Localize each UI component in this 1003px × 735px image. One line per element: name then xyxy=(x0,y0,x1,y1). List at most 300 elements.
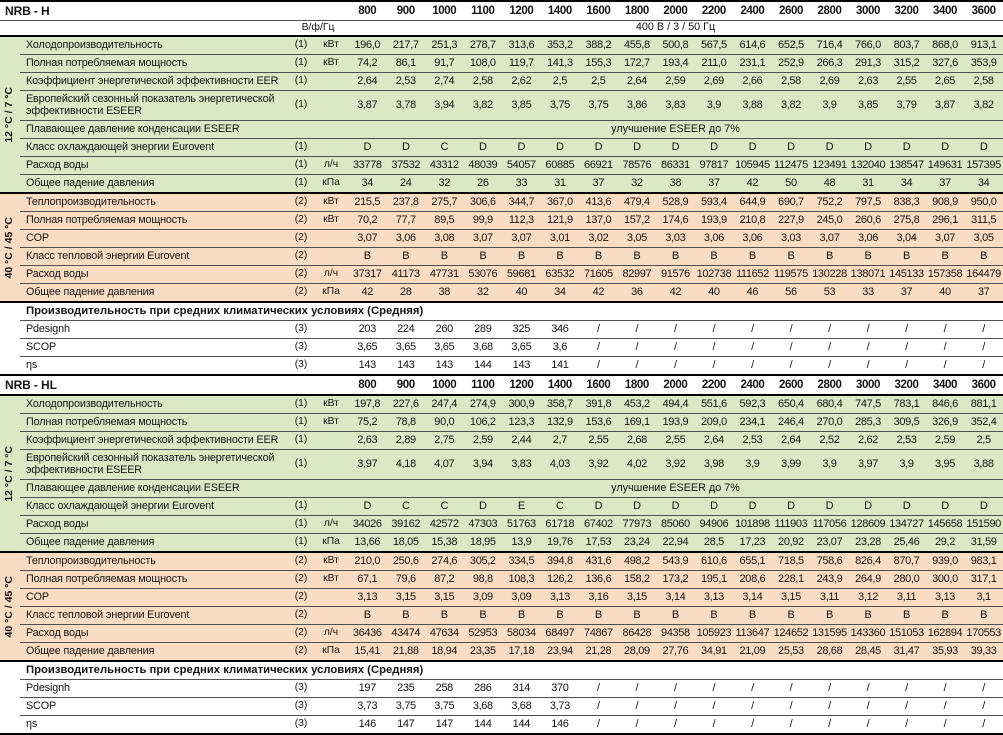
value-cell: 455,8 xyxy=(618,36,657,55)
unit-label: кВт xyxy=(314,395,348,414)
value-cell: 143 xyxy=(502,357,541,376)
value-cell: 752,2 xyxy=(810,193,849,212)
row-label: Европейский сезонный показатель энергетической эффективности ESEER xyxy=(20,450,288,480)
value-cell: / xyxy=(656,716,695,735)
unit-label xyxy=(314,248,348,266)
unit-label: кПа xyxy=(314,643,348,662)
value-cell: 2,44 xyxy=(502,432,541,450)
value-cell: D xyxy=(733,498,772,516)
value-cell: 31,59 xyxy=(964,534,1003,553)
row-label: Плавающее давление конденсации ESEER xyxy=(20,480,288,498)
value-cell: 153,6 xyxy=(579,414,618,432)
value-cell: B xyxy=(348,607,387,625)
value-cell: / xyxy=(772,698,811,716)
footnote-ref: (3) xyxy=(288,339,314,357)
unit-label: кВт xyxy=(314,36,348,55)
value-cell: 39,33 xyxy=(964,643,1003,662)
value-cell: 2,66 xyxy=(733,73,772,91)
value-cell: 3,73 xyxy=(541,698,580,716)
size-column-header: 1000 xyxy=(425,1,464,21)
value-cell: 2,63 xyxy=(348,432,387,450)
value-cell: 34 xyxy=(348,175,387,194)
table-row xyxy=(0,266,1003,284)
temperature-band-label: 12 °C / 7 °C xyxy=(3,445,16,502)
power-supply-label: В/ф/Гц xyxy=(288,21,348,37)
value-cell: 17,18 xyxy=(502,643,541,662)
value-cell: 2,58 xyxy=(964,73,1003,91)
value-cell: 908,9 xyxy=(926,193,965,212)
table-row xyxy=(0,552,1003,571)
table-row xyxy=(0,450,1003,480)
value-cell: 90,0 xyxy=(425,414,464,432)
value-cell: 3,94 xyxy=(464,450,503,480)
value-cell: 33778 xyxy=(348,157,387,175)
value-cell: 31,47 xyxy=(887,643,926,662)
value-cell: / xyxy=(695,321,734,339)
value-cell: B xyxy=(810,248,849,266)
row-label: Полная потребляемая мощность xyxy=(20,414,288,432)
value-cell: 716,4 xyxy=(810,36,849,55)
value-cell: / xyxy=(849,357,888,376)
footnote-ref: (2) xyxy=(288,589,314,607)
value-cell: 3,03 xyxy=(656,230,695,248)
row-label: Общее падение давления xyxy=(20,643,288,662)
value-cell: 195,1 xyxy=(695,571,734,589)
value-cell: / xyxy=(887,698,926,716)
value-cell: 23,07 xyxy=(810,534,849,553)
table-row xyxy=(0,643,1003,662)
value-cell: 275,8 xyxy=(887,212,926,230)
value-cell: / xyxy=(618,716,657,735)
value-cell: 86,1 xyxy=(387,55,426,73)
eseer-improvement-note: улучшение ESEER до 7% xyxy=(348,121,1003,139)
value-cell: 4,02 xyxy=(618,450,657,480)
value-cell: 453,2 xyxy=(618,395,657,414)
value-cell: 144 xyxy=(464,357,503,376)
footnote-ref: (1) xyxy=(288,55,314,73)
value-cell: 296,1 xyxy=(926,212,965,230)
value-cell: 950,0 xyxy=(964,193,1003,212)
unit-label: л/ч xyxy=(314,516,348,534)
footnote-ref: (2) xyxy=(288,230,314,248)
value-cell: 3,75 xyxy=(579,91,618,121)
value-cell: 3,68 xyxy=(464,698,503,716)
value-cell: 37 xyxy=(964,284,1003,303)
row-label: Класс тепловой энергии Eurovent xyxy=(20,607,288,625)
value-cell: 479,4 xyxy=(618,193,657,212)
size-column-header: 2800 xyxy=(810,375,849,395)
value-cell: 147 xyxy=(425,716,464,735)
table-row xyxy=(0,284,1003,303)
unit-label xyxy=(314,498,348,516)
value-cell: D xyxy=(618,139,657,157)
value-cell: 75,2 xyxy=(348,414,387,432)
value-cell: 59681 xyxy=(502,266,541,284)
value-cell: 37 xyxy=(579,175,618,194)
value-cell: 102738 xyxy=(695,266,734,284)
value-cell: 4,03 xyxy=(541,450,580,480)
value-cell: 38 xyxy=(656,175,695,194)
value-cell: 71605 xyxy=(579,266,618,284)
value-cell: 37532 xyxy=(387,157,426,175)
value-cell: B xyxy=(887,607,926,625)
value-cell: / xyxy=(733,339,772,357)
value-cell: 3,11 xyxy=(887,589,926,607)
value-cell: 3,06 xyxy=(733,230,772,248)
value-cell: 97817 xyxy=(695,157,734,175)
value-cell: 644,9 xyxy=(733,193,772,212)
value-cell: 3,9 xyxy=(887,450,926,480)
value-cell: / xyxy=(579,680,618,698)
value-cell: D xyxy=(772,139,811,157)
value-cell: 3,07 xyxy=(926,230,965,248)
value-cell: 3,9 xyxy=(733,450,772,480)
size-column-header: 1600 xyxy=(579,1,618,21)
value-cell: 278,7 xyxy=(464,36,503,55)
value-cell: 3,68 xyxy=(464,339,503,357)
value-cell: 124652 xyxy=(772,625,811,643)
value-cell: 227,6 xyxy=(387,395,426,414)
value-cell: / xyxy=(733,680,772,698)
value-cell: 60885 xyxy=(541,157,580,175)
value-cell: 252,9 xyxy=(772,55,811,73)
value-cell: 82997 xyxy=(618,266,657,284)
value-cell: 2,58 xyxy=(464,73,503,91)
value-cell: B xyxy=(849,248,888,266)
footnote-ref: (1) xyxy=(288,516,314,534)
value-cell: 237,8 xyxy=(387,193,426,212)
row-label: Общее падение давления xyxy=(20,175,288,194)
value-cell: 3,14 xyxy=(656,589,695,607)
value-cell: 3,13 xyxy=(926,589,965,607)
value-cell: / xyxy=(926,680,965,698)
unit-label xyxy=(314,321,348,339)
value-cell: 3,13 xyxy=(541,589,580,607)
value-cell: B xyxy=(541,607,580,625)
value-cell: 21,88 xyxy=(387,643,426,662)
unit-label: кПа xyxy=(314,175,348,194)
value-cell: 3,07 xyxy=(502,230,541,248)
value-cell: 326,9 xyxy=(926,414,965,432)
value-cell: 145658 xyxy=(926,516,965,534)
value-cell: 143360 xyxy=(849,625,888,643)
footnote-ref: (1) xyxy=(288,498,314,516)
value-cell: 3,88 xyxy=(964,450,1003,480)
value-cell: 18,05 xyxy=(387,534,426,553)
value-cell: 3,07 xyxy=(810,230,849,248)
value-cell: 217,7 xyxy=(387,36,426,55)
value-cell: 79,6 xyxy=(387,571,426,589)
value-cell: 258 xyxy=(425,680,464,698)
value-cell: 13,66 xyxy=(348,534,387,553)
row-label: Холодопроизводительность xyxy=(20,36,288,55)
value-cell: 29,2 xyxy=(926,534,965,553)
value-cell: / xyxy=(656,698,695,716)
value-cell: 121,9 xyxy=(541,212,580,230)
value-cell: 3,79 xyxy=(887,91,926,121)
table-row xyxy=(0,175,1003,194)
size-column-header: 800 xyxy=(348,375,387,395)
value-cell: 42 xyxy=(348,284,387,303)
value-cell: 391,8 xyxy=(579,395,618,414)
value-cell: / xyxy=(579,339,618,357)
table-row xyxy=(0,91,1003,121)
footnote-ref: (2) xyxy=(288,248,314,266)
value-cell: 3,87 xyxy=(348,91,387,121)
value-cell: 108,3 xyxy=(502,571,541,589)
value-cell: B xyxy=(618,607,657,625)
value-cell: 74867 xyxy=(579,625,618,643)
value-cell: 23,35 xyxy=(464,643,503,662)
value-cell: 315,2 xyxy=(887,55,926,73)
value-cell: / xyxy=(618,698,657,716)
value-cell: 3,82 xyxy=(964,91,1003,121)
value-cell: 26 xyxy=(464,175,503,194)
value-cell: 112,3 xyxy=(502,212,541,230)
value-cell: 86331 xyxy=(656,157,695,175)
value-cell: B xyxy=(387,607,426,625)
value-cell: 500,8 xyxy=(656,36,695,55)
value-cell: 67402 xyxy=(579,516,618,534)
value-cell: 89,5 xyxy=(425,212,464,230)
value-cell: D xyxy=(618,498,657,516)
value-cell: B xyxy=(425,248,464,266)
value-cell: 141 xyxy=(541,357,580,376)
value-cell: / xyxy=(772,716,811,735)
value-cell: 20,92 xyxy=(772,534,811,553)
value-cell: 3,01 xyxy=(541,230,580,248)
value-cell: 157358 xyxy=(926,266,965,284)
value-cell: 3,9 xyxy=(810,450,849,480)
temperature-band xyxy=(0,552,20,661)
table-row xyxy=(0,698,1003,716)
value-cell: 31 xyxy=(541,175,580,194)
value-cell: 162894 xyxy=(926,625,965,643)
value-cell: B xyxy=(733,248,772,266)
value-cell: 245,0 xyxy=(810,212,849,230)
value-cell: 3,73 xyxy=(348,698,387,716)
footnote-ref: (3) xyxy=(288,357,314,376)
value-cell: 251,3 xyxy=(425,36,464,55)
value-cell: 3,08 xyxy=(425,230,464,248)
value-cell: 211,0 xyxy=(695,55,734,73)
value-cell: 317,1 xyxy=(964,571,1003,589)
footnote-ref: (1) xyxy=(288,175,314,194)
value-cell: / xyxy=(926,716,965,735)
value-cell: 68497 xyxy=(541,625,580,643)
value-cell: 2,52 xyxy=(810,432,849,450)
value-cell: / xyxy=(887,321,926,339)
size-column-header: 3200 xyxy=(887,375,926,395)
row-label: Класс охлаждающей энергии Eurovent xyxy=(20,139,288,157)
unit-label xyxy=(314,480,348,498)
table-row xyxy=(0,480,1003,498)
value-cell: 17,53 xyxy=(579,534,618,553)
value-cell: / xyxy=(772,321,811,339)
value-cell: 3,75 xyxy=(541,91,580,121)
value-cell: 2,64 xyxy=(772,432,811,450)
value-cell: 43312 xyxy=(425,157,464,175)
value-cell: 48039 xyxy=(464,157,503,175)
row-label: Теплопроизводительность xyxy=(20,193,288,212)
band-spacer xyxy=(0,661,20,734)
value-cell: 881,1 xyxy=(964,395,1003,414)
value-cell: 155,3 xyxy=(579,55,618,73)
value-cell: 23,24 xyxy=(618,534,657,553)
unit-label: л/ч xyxy=(314,157,348,175)
value-cell: 3,03 xyxy=(772,230,811,248)
value-cell: / xyxy=(810,680,849,698)
unit-label: л/ч xyxy=(314,266,348,284)
value-cell: 314 xyxy=(502,680,541,698)
value-cell: B xyxy=(849,607,888,625)
value-cell: 151053 xyxy=(887,625,926,643)
unit-label xyxy=(314,339,348,357)
value-cell: 2,55 xyxy=(887,73,926,91)
value-cell: 346 xyxy=(541,321,580,339)
value-cell: 826,4 xyxy=(849,552,888,571)
value-cell: 3,13 xyxy=(695,589,734,607)
value-cell: D xyxy=(348,139,387,157)
value-cell: 34026 xyxy=(348,516,387,534)
value-cell: 28,68 xyxy=(810,643,849,662)
value-cell: 2,5 xyxy=(579,73,618,91)
row-label: Класс охлаждающей энергии Eurovent xyxy=(20,498,288,516)
value-cell: 494,4 xyxy=(656,395,695,414)
value-cell: 77,7 xyxy=(387,212,426,230)
value-cell: 2,5 xyxy=(964,432,1003,450)
value-cell: 91576 xyxy=(656,266,695,284)
value-cell: 311,5 xyxy=(964,212,1003,230)
value-cell: 67,1 xyxy=(348,571,387,589)
value-cell: D xyxy=(926,139,965,157)
table-row xyxy=(0,21,1003,37)
table-row xyxy=(0,395,1003,414)
value-cell: 17,23 xyxy=(733,534,772,553)
value-cell: 650,4 xyxy=(772,395,811,414)
value-cell: 87,2 xyxy=(425,571,464,589)
value-cell: 210,8 xyxy=(733,212,772,230)
table-row xyxy=(0,321,1003,339)
unit-label: кВт xyxy=(314,193,348,212)
table-row xyxy=(0,36,1003,55)
value-cell: / xyxy=(926,357,965,376)
value-cell: 2,59 xyxy=(656,73,695,91)
size-column-header: 1100 xyxy=(464,1,503,21)
value-cell: 4,07 xyxy=(425,450,464,480)
unit-label xyxy=(314,716,348,735)
value-cell: 138547 xyxy=(887,157,926,175)
value-cell: 145133 xyxy=(887,266,926,284)
value-cell: 31 xyxy=(849,175,888,194)
value-cell: 3,97 xyxy=(348,450,387,480)
value-cell: 78576 xyxy=(618,157,657,175)
value-cell: 85060 xyxy=(656,516,695,534)
value-cell: 32 xyxy=(618,175,657,194)
size-column-header: 3000 xyxy=(849,375,888,395)
value-cell: 36436 xyxy=(348,625,387,643)
table-row xyxy=(0,212,1003,230)
value-cell: / xyxy=(849,716,888,735)
unit-label xyxy=(314,607,348,625)
value-cell: 2,53 xyxy=(387,73,426,91)
value-cell: 2,75 xyxy=(425,432,464,450)
value-cell: 3,05 xyxy=(964,230,1003,248)
value-cell: / xyxy=(733,716,772,735)
value-cell: 131595 xyxy=(810,625,849,643)
value-cell: 747,5 xyxy=(849,395,888,414)
value-cell: 3,11 xyxy=(810,589,849,607)
value-cell: 3,02 xyxy=(579,230,618,248)
value-cell: 164479 xyxy=(964,266,1003,284)
value-cell: 13,9 xyxy=(502,534,541,553)
size-column-header: 2400 xyxy=(733,375,772,395)
value-cell: 3,88 xyxy=(733,91,772,121)
value-cell: 108,0 xyxy=(464,55,503,73)
size-column-header: 1100 xyxy=(464,375,503,395)
value-cell: 56 xyxy=(772,284,811,303)
value-cell: 54057 xyxy=(502,157,541,175)
value-cell: 3,15 xyxy=(387,589,426,607)
value-cell: / xyxy=(656,357,695,376)
table-row xyxy=(0,625,1003,643)
value-cell: 113647 xyxy=(733,625,772,643)
value-cell: D xyxy=(541,139,580,157)
value-cell: 274,9 xyxy=(464,395,503,414)
value-cell: B xyxy=(656,607,695,625)
temperature-band-label: 12 °C / 7 °C xyxy=(3,86,16,143)
value-cell: 260 xyxy=(425,321,464,339)
value-cell: 413,6 xyxy=(579,193,618,212)
value-cell: / xyxy=(964,716,1003,735)
value-cell: 3,75 xyxy=(425,698,464,716)
value-cell: 334,5 xyxy=(502,552,541,571)
value-cell: 34 xyxy=(964,175,1003,194)
size-column-header: 3200 xyxy=(887,1,926,21)
footnote-ref: (1) xyxy=(288,432,314,450)
footnote-ref: (3) xyxy=(288,680,314,698)
value-cell: 266,3 xyxy=(810,55,849,73)
size-column-header: 2000 xyxy=(656,375,695,395)
value-cell: 28,5 xyxy=(695,534,734,553)
value-cell: 2,58 xyxy=(772,73,811,91)
size-column-header: 2200 xyxy=(695,1,734,21)
row-label: SCOP xyxy=(20,698,288,716)
value-cell: 2,5 xyxy=(541,73,580,91)
value-cell: 306,6 xyxy=(464,193,503,212)
value-cell: 105923 xyxy=(695,625,734,643)
size-column-header: 1400 xyxy=(541,375,580,395)
value-cell: 28 xyxy=(387,284,426,303)
value-cell: / xyxy=(618,680,657,698)
value-cell: B xyxy=(502,607,541,625)
value-cell: 394,8 xyxy=(541,552,580,571)
footnote-ref xyxy=(288,121,314,139)
value-cell: / xyxy=(733,357,772,376)
size-column-header: 3600 xyxy=(964,1,1003,21)
value-cell: / xyxy=(964,680,1003,698)
value-cell: / xyxy=(618,339,657,357)
value-cell: 146 xyxy=(348,716,387,735)
value-cell: / xyxy=(926,321,965,339)
value-cell: 3,07 xyxy=(464,230,503,248)
footnote-ref: (1) xyxy=(288,36,314,55)
value-cell: 78,8 xyxy=(387,414,426,432)
value-cell: D xyxy=(964,498,1003,516)
value-cell: 352,4 xyxy=(964,414,1003,432)
value-cell: D xyxy=(772,498,811,516)
value-cell: 3,15 xyxy=(618,589,657,607)
